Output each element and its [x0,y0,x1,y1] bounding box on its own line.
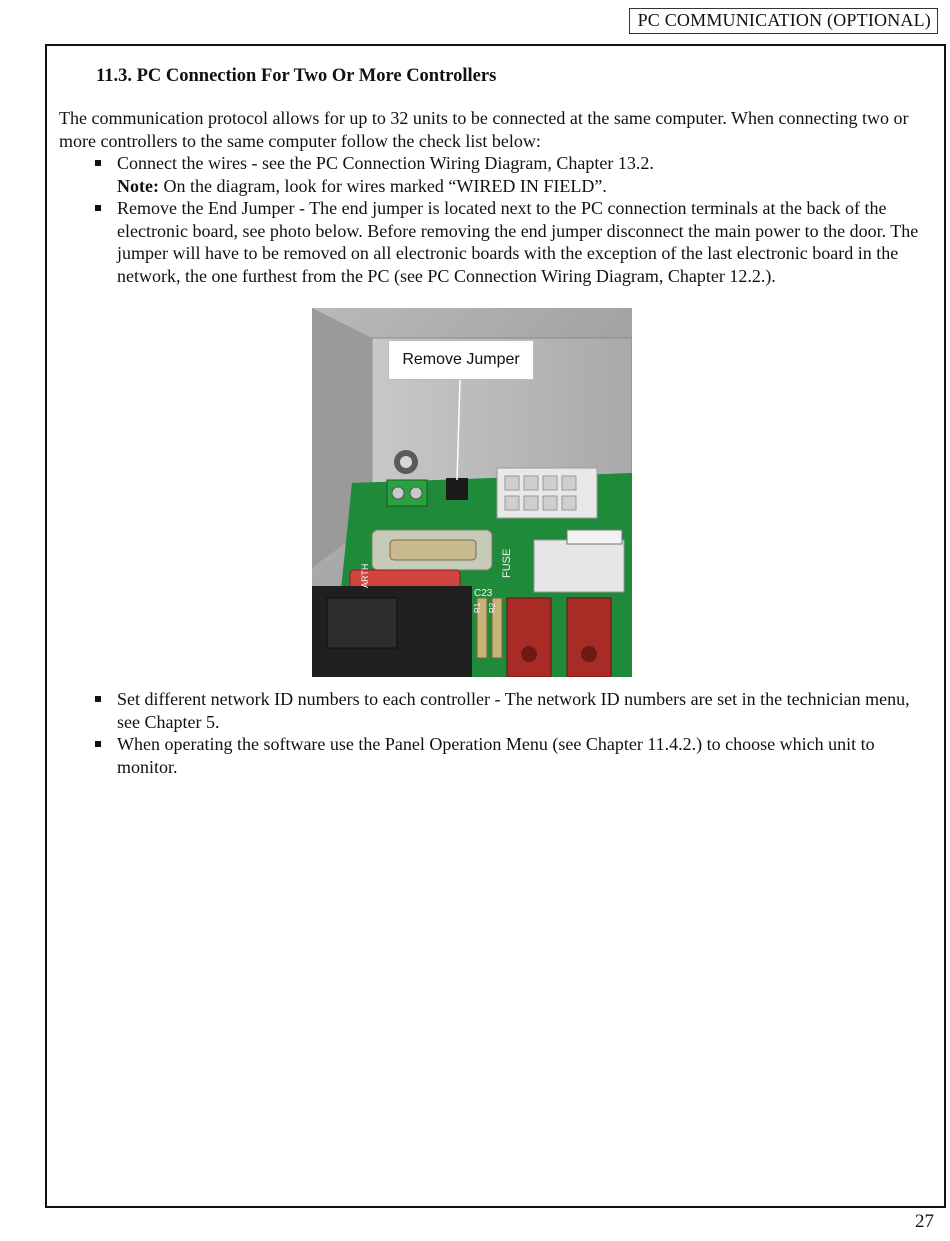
sticker [567,530,622,544]
list-item-text: Connect the wires - see the PC Connection Wiring Diagram, Chapter 13.2. [117,153,654,173]
list-item-text: Remove the End Jumper - The end jumper is located next to the PC connection terminals at the back of the electronic board, see photo below. Before removing the end jumper disconnect the main power to the door. The jumper will have to be removed on all electronic boards with the exception of the last electronic board in the network, the one furthest from the PC (see PC Connection Wiring Diagram, Chapter 12.2.). [117,198,919,286]
note-text: On the diagram, look for wires marked “WIRED IN FIELD”. [158,175,607,196]
list-item [0,152,950,197]
earth-label: ARTH [360,563,370,588]
square-bullet-icon [95,696,101,702]
fuse-label: FUSE [501,548,513,578]
list-item [0,733,950,778]
board-photo [312,308,632,677]
square-bullet-icon [95,205,101,211]
end-jumper [446,478,468,500]
r1-label: R1 [473,602,482,613]
section-title: 11.3. PC Connection For Two Or More Controllers [96,66,497,86]
remove-jumper-callout: Remove Jumper [388,340,534,380]
connector-block-lower [534,540,624,592]
page-number: 27 [915,1211,934,1232]
running-header: PC COMMUNICATION (OPTIONAL) [629,8,938,34]
list-item-text: When operating the software use the Panel Operation Menu (see Chapter 11.4.2.) to choose which unit to monitor. [117,734,875,777]
list-item-text: Set different network ID numbers to each controller - The network ID numbers are set in the technician menu, see Chapter 5. [117,689,910,732]
square-bullet-icon [95,741,101,747]
relay-1 [507,598,551,677]
r2-label: R2 [488,602,497,613]
square-bullet-icon [95,160,101,166]
relay-2 [567,598,611,677]
list-item [0,688,950,733]
note-label: Note: [117,175,159,196]
checklist-bottom [0,688,950,778]
checklist-top [0,152,950,287]
list-item [0,197,950,287]
c23-label: C23 [474,588,493,599]
intro-paragraph: The communication protocol allows for up to 32 units to be connected at the same computer. When connecting two or more controllers to the same computer follow the check list below: [59,108,909,151]
